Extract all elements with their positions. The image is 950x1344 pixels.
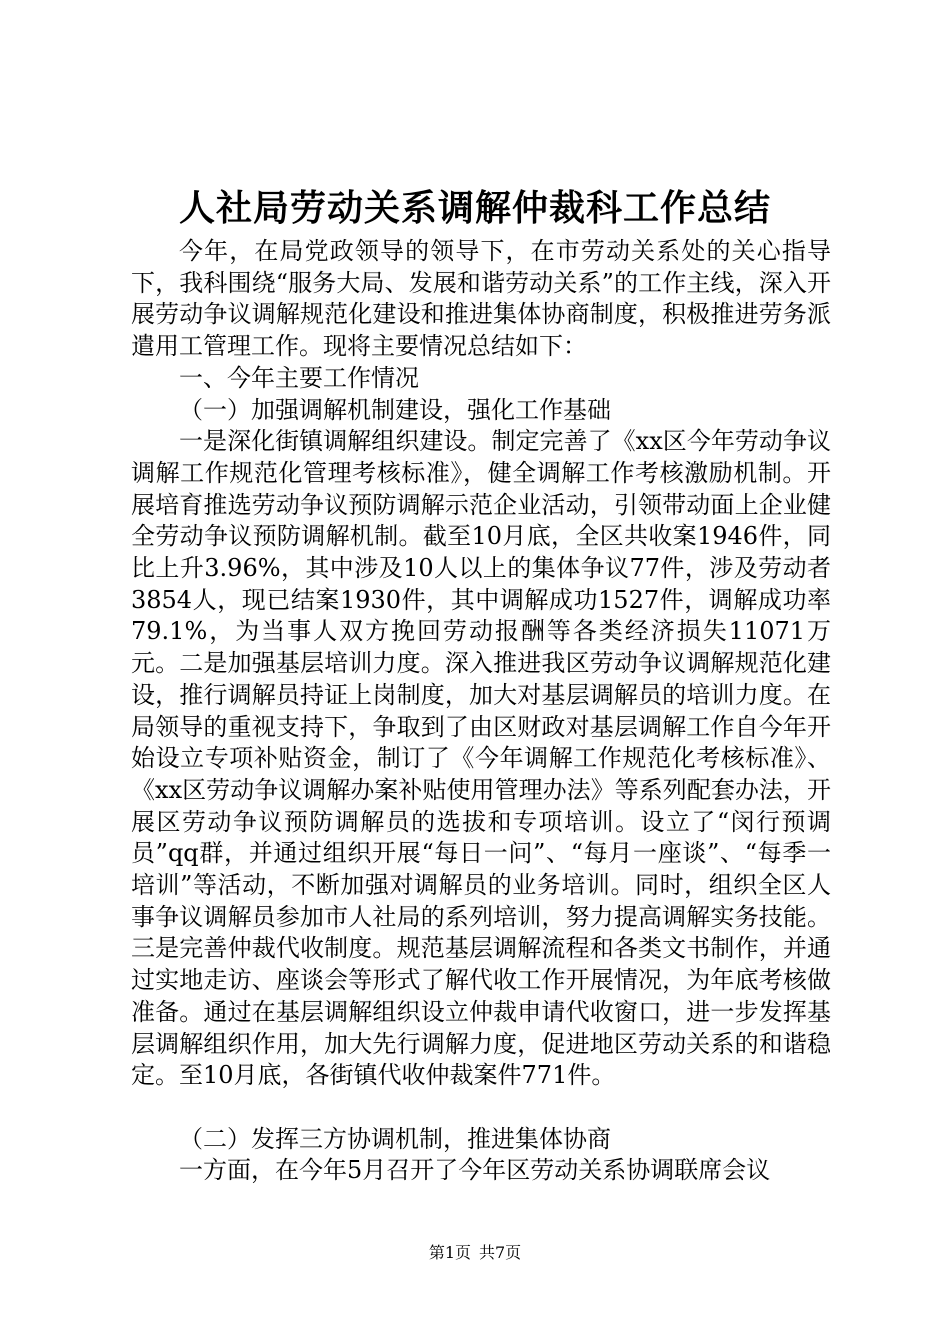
page-number: 第1页: [428, 1243, 471, 1262]
page-total: 共7页: [479, 1243, 522, 1262]
body-paragraph-1: 一是深化街镇调解组织建设。制定完善了《xx区今年劳动争议调解工作规范化管理考核标准》，健全调解工作考核激励机制。开展培育推选劳动争议预防调解示范企业活动，引领带动面上企业健全劳动争议预防调解机制。截至10月底，全区共收案1946件，同比上升3.96%，其中涉及10人以上的集体争议77件，涉及劳动者3854人，现已结案1930件，其中调解成功1527件，调解成功率79.1%，为当事人双方挽回劳动报酬等各类经济损失11071万元。二是加强基层培训力度。深入推进我区劳动争议调解规范化建设，推行调解员持证上岗制度，加大对基层调解员的培训力度。在局领导的重视支持下，争取到了由区财政对基层调解工作自今年开始设立专项补贴资金，制订了《今年调解工作规范化考核标准》、《xx区劳动争议调解办案补贴使用管理办法》等系列配套办法，开展区劳动争议预防调解员的选拔和专项培训。设立了“闵行预调员”qq群，并通过组织开展“每日一问”、“每月一座谈”、“每季一培训”等活动，不断加强对调解员的业务培训。同时，组织全区人事争议调解员参加市人社局的系列培训，努力提高调解实务技能。三是完善仲裁代收制度。规范基层调解流程和各类文书制作，并通过实地走访、座谈会等形式了解代收工作开展情况，为年底考核做准备。通过在基层调解组织设立仲裁申请代收窗口，进一步发挥基层调解组织作用，加大先行调解力度，促进地区劳动关系的和谐稳定。至10月底，各街镇代收仲裁案件771件。: [131, 427, 831, 1090]
section-heading-1: 一、今年主要工作情况: [179, 363, 419, 392]
document-body: [131, 236, 831, 1187]
intro-paragraph: 今年，在局党政领导的领导下，在市劳动关系处的关心指导下，我科围绕“服务大局、发展和谐劳动关系”的工作主线，深入开展劳动争议调解规范化建设和推进集体协商制度，积极推进劳务派遣用工管理工作。现将主要情况总结如下：: [131, 237, 831, 361]
page-footer: [0, 1242, 950, 1264]
subsection-heading-2: （二）发挥三方协调机制，推进集体协商: [179, 1124, 611, 1153]
subsection-heading-1: （一）加强调解机制建设，强化工作基础: [179, 395, 611, 424]
body-paragraph-2: 一方面，在今年5月召开了今年区劳动关系协调联席会议: [179, 1156, 771, 1185]
document-title: 人社局劳动关系调解仲裁科工作总结: [178, 187, 771, 229]
